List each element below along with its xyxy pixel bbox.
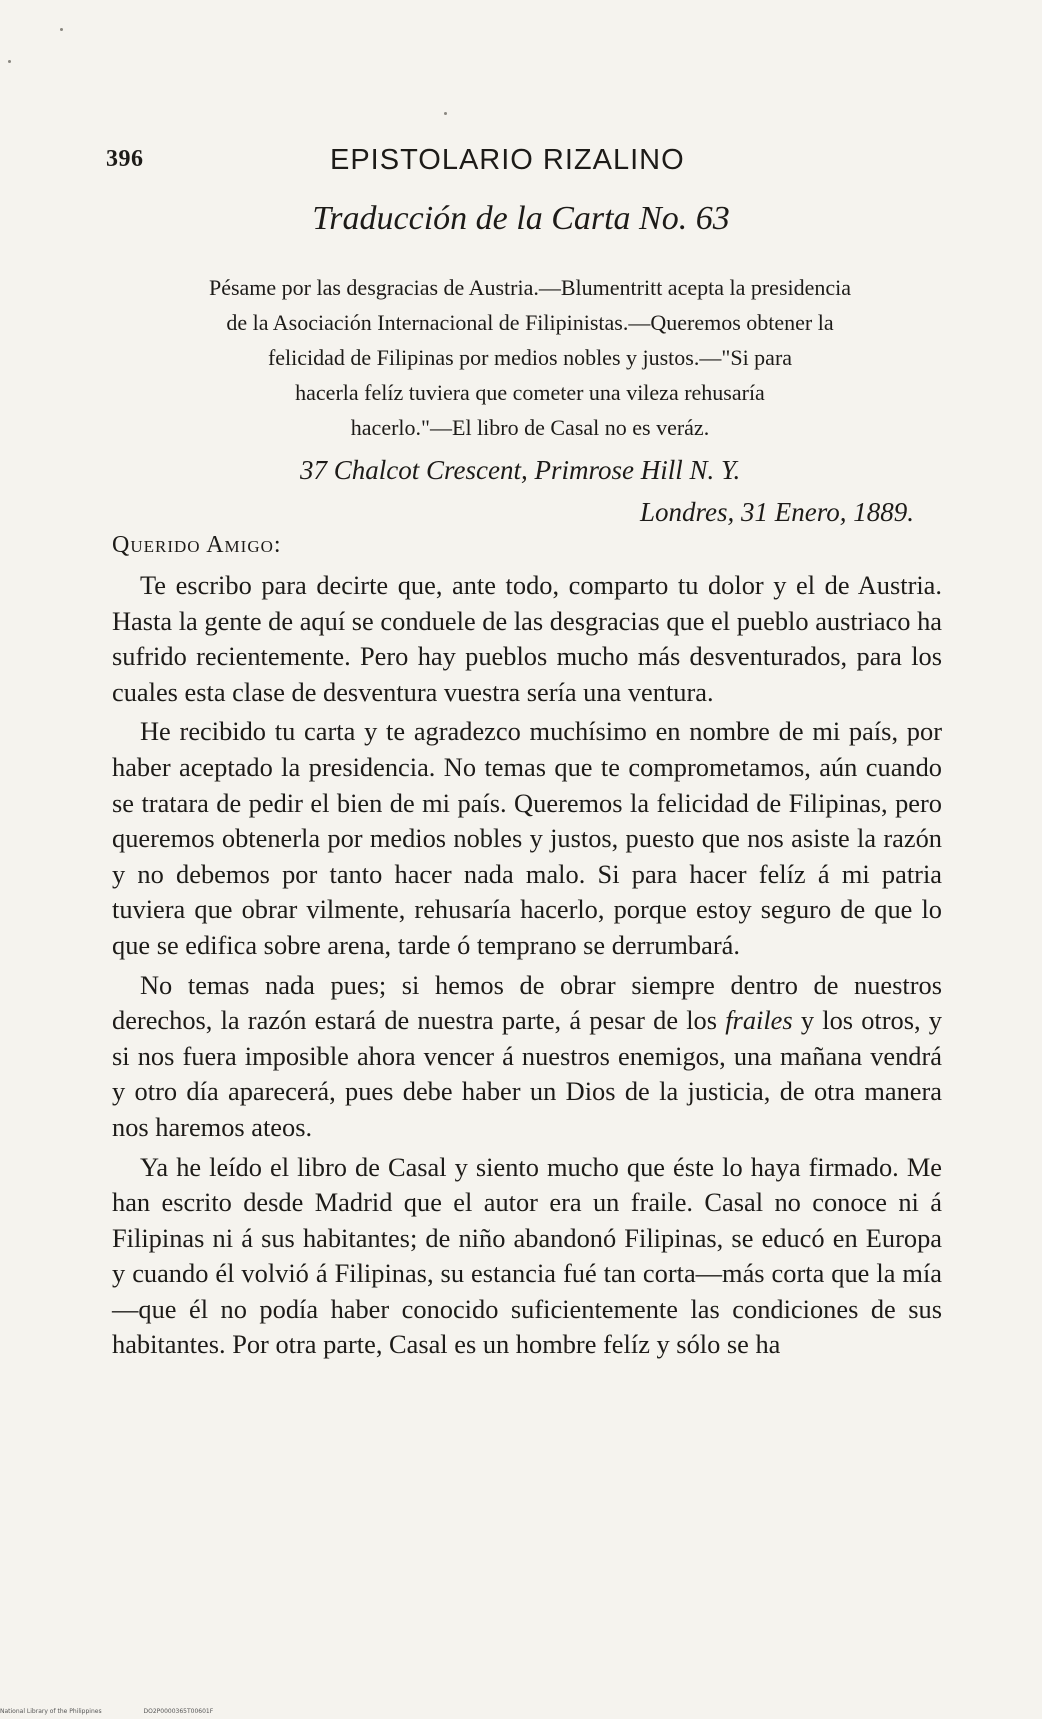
italic-word: frailes	[725, 1005, 793, 1036]
letter-title: Traducción de la Carta No. 63	[312, 200, 730, 237]
body-paragraph: He recibido tu carta y te agradezco muchísimo en nombre de mi país, por haber aceptado la presidencia. No temas que te comprometamos, aún cuando se tratara de pedir el bien de mi país. Queremos la felicidad de Filipinas, pero queremos obtenerla por medios nobles y justos, puesto que nos asiste la razón y no debemos por tanto hacer nada malo. Si para hacer felíz á mi patria tuviera que obrar vilmente, rehusaría hacerlo, porque estoy seguro de que lo que se edifica sobre arena, tarde ó temprano se derrumbará.	[112, 716, 942, 960]
footer-id: DO2P0000365T00601F	[143, 1708, 214, 1715]
letter-summary	[110, 270, 950, 445]
summary-line: Pésame por las desgracias de Austria.—Blumentritt acepta la presidencia	[208, 275, 852, 300]
summary-line: hacerla felíz tuviera que cometer una vileza rehusaría	[295, 380, 765, 405]
scan-speck	[8, 60, 11, 63]
sender-address: 37 Chalcot Crescent, Primrose Hill N. Y.	[300, 455, 741, 485]
body-paragraph	[112, 968, 942, 1146]
paragraph-text: No temas nada pues; si hemos de obrar siempre dentro de nuestros derechos, la razón estará de nuestra parte, á pesar de los	[112, 969, 942, 1036]
footer-library: National Library of the Philippines	[0, 1708, 102, 1715]
scan-speck	[444, 112, 447, 115]
page-number: 396	[106, 146, 144, 172]
body-paragraph: Te escribo para decirte que, ante todo, comparto tu dolor y el de Austria. Hasta la gente de aquí se conduele de las desgracias que el pueblo austriaco ha sufrido recientemente. Pero hay pueblos mucho más desventurados, para los cuales esta clase de desventura vuestra sería una ventura.	[112, 570, 942, 707]
summary-line: hacerlo."—El libro de Casal no es veráz.	[350, 415, 710, 440]
salutation: Querido Amigo:	[112, 532, 282, 558]
summary-line: felicidad de Filipinas por medios nobles y justos.—"Si para	[267, 345, 793, 370]
running-head: EPISTOLARIO RIZALINO	[330, 144, 685, 176]
scan-footer	[0, 1708, 1042, 1715]
paragraph-text: y los otros, y si nos fuera imposible ahora vencer á nuestros enemigos, una mañana vendrá y otro día aparecerá, pues debe haber un Dios de la justicia, de otra manera nos haremos ateos.	[112, 1005, 942, 1142]
summary-line: de la Asociación Internacional de Filipinistas.—Queremos obtener la	[226, 310, 834, 335]
place-and-date: Londres, 31 Enero, 1889.	[640, 497, 914, 527]
letter-body	[112, 568, 942, 1367]
scan-speck	[60, 28, 63, 31]
body-paragraph: Ya he leído el libro de Casal y siento mucho que éste lo haya firmado. Me han escrito desde Madrid que el autor era un fraile. Casal no conoce ni á Filipinas ni á sus habitantes; de niño abandonó Filipinas, se educó en Europa y cuando él volvió á Filipinas, su estancia fué tan corta—más corta que la mía—que él no podía haber conocido suficientemente las condiciones de sus habitantes. Por otra parte, Casal es un hombre felíz y sólo se ha	[112, 1151, 942, 1360]
